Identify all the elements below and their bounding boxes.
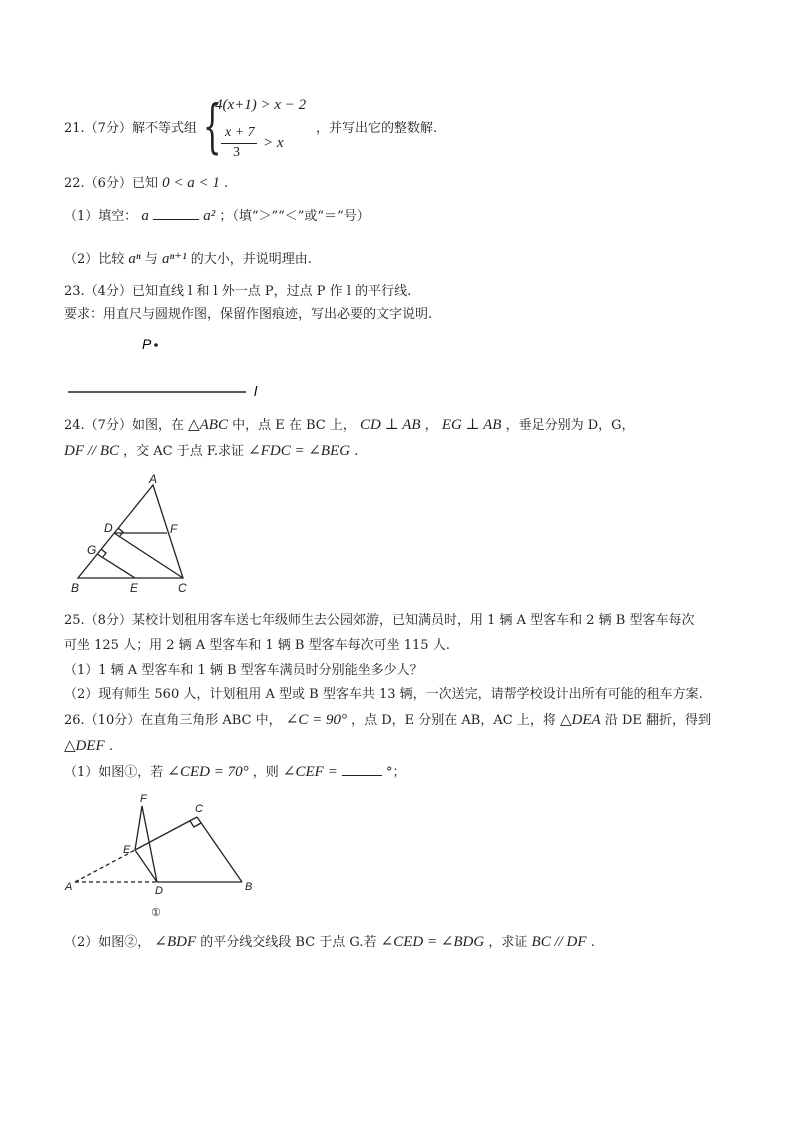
label-b: B [71, 581, 80, 595]
q22-p2-an1: aⁿ⁺¹ [161, 251, 187, 267]
q22-p2-mid: 与 [144, 252, 158, 267]
q26-part2 [64, 933, 595, 952]
fig1-label-b: B [245, 881, 253, 893]
figure-caption: ① [151, 907, 161, 919]
label-e: E [130, 581, 139, 595]
q26-p2-bdf: ∠BDF [154, 934, 197, 950]
q22-p1-label: （1）填空： [64, 209, 138, 224]
q24-sep: ， [424, 418, 438, 433]
brace-symbol: { [203, 92, 222, 160]
q25-part1: （1）1 辆 A 型客车和 1 辆 B 型客车满员时分别能坐多少人？ [64, 663, 423, 678]
answer-blank-cef[interactable] [342, 763, 382, 776]
point-p-dot [154, 343, 158, 347]
q24-line1 [64, 416, 635, 435]
q22-p2-an: aⁿ [128, 251, 141, 267]
inequality-system [203, 94, 313, 166]
point-p-label: P [142, 336, 152, 352]
label-a: A [149, 472, 158, 486]
line-l-label: l [254, 383, 258, 399]
fig1-label-f: F [140, 793, 147, 805]
q26-l1c: 沿 DE 翻折，得到 [604, 713, 711, 728]
label-d: D [104, 521, 113, 535]
label-g: G [87, 543, 97, 557]
q22-p2-tail: 的大小，并说明理由. [190, 252, 312, 267]
segment-cb [197, 817, 242, 882]
q26-p2-par: BC // DF [531, 934, 587, 950]
q24-l2b: ，交 AC 于点 F.求证 [123, 444, 245, 459]
q26-part1 [64, 763, 406, 782]
q26-figure-1 [60, 790, 280, 925]
answer-blank[interactable] [153, 207, 199, 220]
q26-p1-angle: ∠CED = 70° [167, 764, 249, 780]
q25-line2: 可坐 125 人；用 2 辆 A 型客车和 1 辆 B 型客车每次可坐 115 人. [64, 638, 450, 653]
q26-line1 [64, 711, 711, 730]
q25-line1: 25.（8分）某校计划租用客车送七年级师生去公园郊游，已知满员时，用 1 辆 A 型客车和 2 辆 B 型客车每次 [64, 613, 695, 628]
q24-triangle-figure [66, 470, 206, 600]
label-c: C [178, 581, 187, 595]
q22-p1-a2: a² [203, 208, 216, 224]
q22-p1-tail: ；（填“＞”“＜”或“＝”号） [219, 209, 370, 224]
segment-ef [135, 806, 142, 850]
q26-p1b: ，则 [252, 765, 279, 780]
q22-part1 [64, 207, 370, 226]
fraction-numerator: x + 7 [225, 125, 255, 140]
q26-l1a: 26.（10分）在直角三角形 ABC 中， [64, 713, 282, 728]
fig1-label-a: A [65, 881, 73, 893]
q26-l1b: ，点 D，E 分别在 AB，AC 上，将 [351, 713, 556, 728]
fig1-label-d: D [155, 885, 163, 897]
q26-p2-eq: ∠CED = ∠BDG [380, 934, 485, 950]
q22-part2 [64, 250, 312, 269]
q26-l2end: . [108, 739, 113, 754]
q24-l1b: 中，点 E 在 BC 上， [232, 418, 356, 433]
q26-tri-dea: △DEA [559, 712, 601, 728]
q22-p2-pre: （2）比较 [64, 252, 125, 267]
q21-tail: ，并写出它的整数解. [316, 121, 438, 136]
triangle-abc [78, 485, 183, 578]
q22-condition-end: . [223, 176, 229, 191]
fig1-label-e: E [123, 844, 131, 856]
q26-p2c: ，求证 [488, 935, 528, 950]
q24-df: DF // BC [64, 443, 119, 459]
inequality-1: 4(x+1) > x − 2 [215, 97, 307, 113]
q24-l1a: 24.（7分）如图，在 [64, 418, 184, 433]
label-f: F [170, 522, 178, 536]
q22-label: 22.（6分）已知 [64, 176, 158, 191]
q26-p1a: （1）如图①，若 [64, 765, 164, 780]
q26-p2a: （2）如图②， [64, 935, 151, 950]
right-angle-c [190, 821, 201, 827]
q21-label: 21.（7分）解不等式组 [64, 121, 197, 136]
q26-p2-end: . [590, 935, 595, 950]
q23-line1: 23.（4分）已知直线 l 和 l 外一点 P，过点 P 作 l 的平行线. [64, 284, 412, 299]
q26-tri-def: △DEF [64, 738, 105, 754]
q26-angle-c: ∠C = 90° [285, 712, 347, 728]
q26-p1-tail: °； [385, 765, 406, 780]
segment-ec [135, 817, 197, 850]
q23-line2: 要求：用直尺与圆规作图，保留作图痕迹，写出必要的文字说明. [64, 307, 433, 322]
q24-tri: △ABC [188, 417, 228, 433]
q24-l1c: ，垂足分别为 D，G， [505, 418, 635, 433]
q24-l2end: . [354, 444, 359, 459]
q25-part2: （2）现有师生 560 人，计划租用 A 型或 B 型客车共 13 辆，一次送完，请帮学校设计出所有可能的租车方案. [64, 687, 703, 702]
q24-line2 [64, 442, 358, 461]
fig1-label-c: C [195, 803, 203, 815]
fraction-denominator: 3 [233, 145, 240, 160]
q24-eg: EG ⊥ AB [441, 417, 502, 433]
q26-p1-cef: ∠CEF = [282, 764, 338, 780]
q22-condition: 0 < a < 1 [162, 175, 220, 191]
inequality-2-rest: > x [263, 135, 284, 151]
q22-line [64, 174, 228, 193]
q24-angles: ∠FDC = ∠BEG [248, 443, 351, 459]
q23-figure [60, 330, 280, 400]
q22-p1-a: a [141, 208, 149, 224]
q26-p2b: 的平分线交线段 BC 于点 G.若 [200, 935, 377, 950]
q26-line2 [64, 737, 113, 756]
q24-cd: CD ⊥ AB [360, 417, 421, 433]
